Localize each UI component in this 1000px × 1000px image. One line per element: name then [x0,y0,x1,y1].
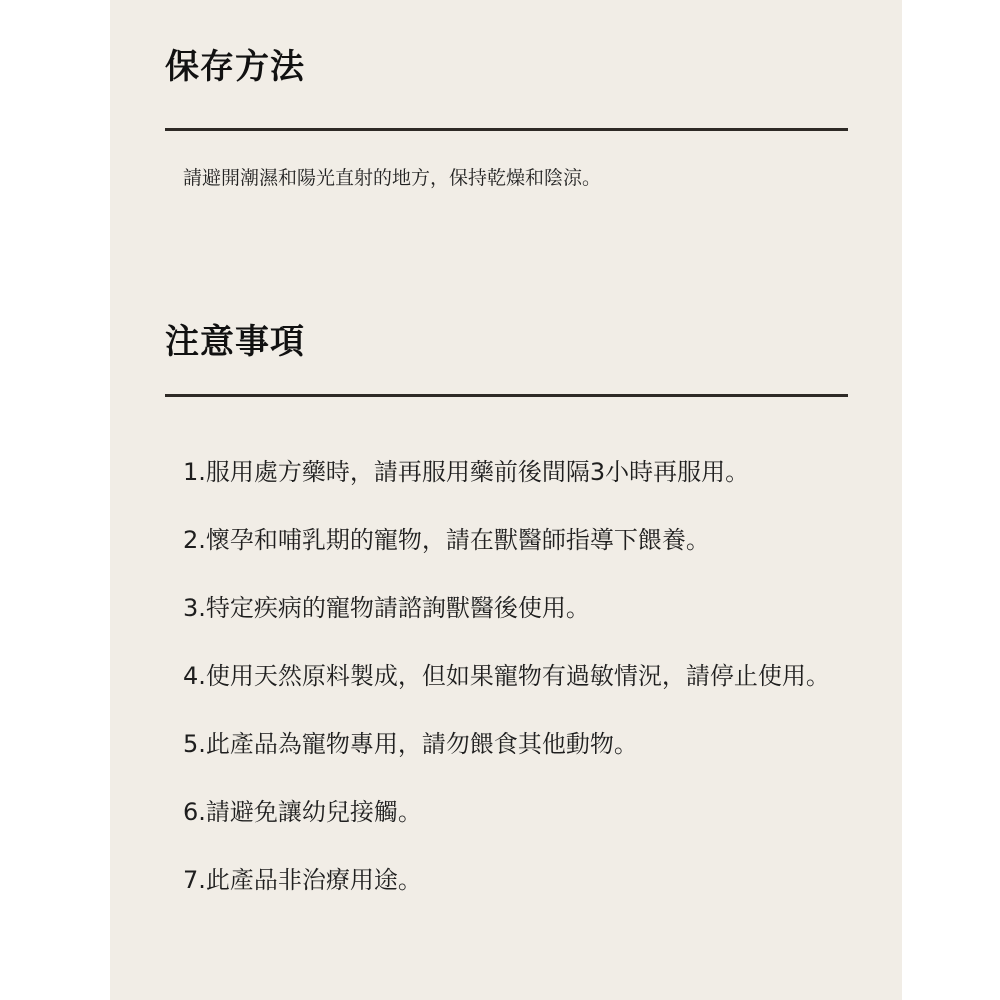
note-item-6: 6.請避免讓幼兒接觸。 [183,798,422,826]
storage-section-title: 保存方法 [165,47,305,87]
notes-list [183,452,830,928]
note-item-4: 4.使用天然原料製成，但如果寵物有過敏情況，請停止使用。 [183,662,830,690]
note-item-3: 3.特定疾病的寵物請諮詢獸醫後使用。 [183,594,590,622]
storage-instructions-text: 請避開潮濕和陽光直射的地方，保持乾燥和陰涼。 [183,167,602,189]
notes-section-title: 注意事項 [165,322,305,362]
note-item-7: 7.此產品非治療用途。 [183,866,422,894]
note-item-5: 5.此產品為寵物專用，請勿餵食其他動物。 [183,730,638,758]
storage-divider [165,128,848,131]
note-item-2: 2.懷孕和哺乳期的寵物，請在獸醫師指導下餵養。 [183,526,710,554]
notes-divider [165,394,848,397]
note-item-1: 1.服用處方藥時，請再服用藥前後間隔3小時再服用。 [183,458,750,486]
